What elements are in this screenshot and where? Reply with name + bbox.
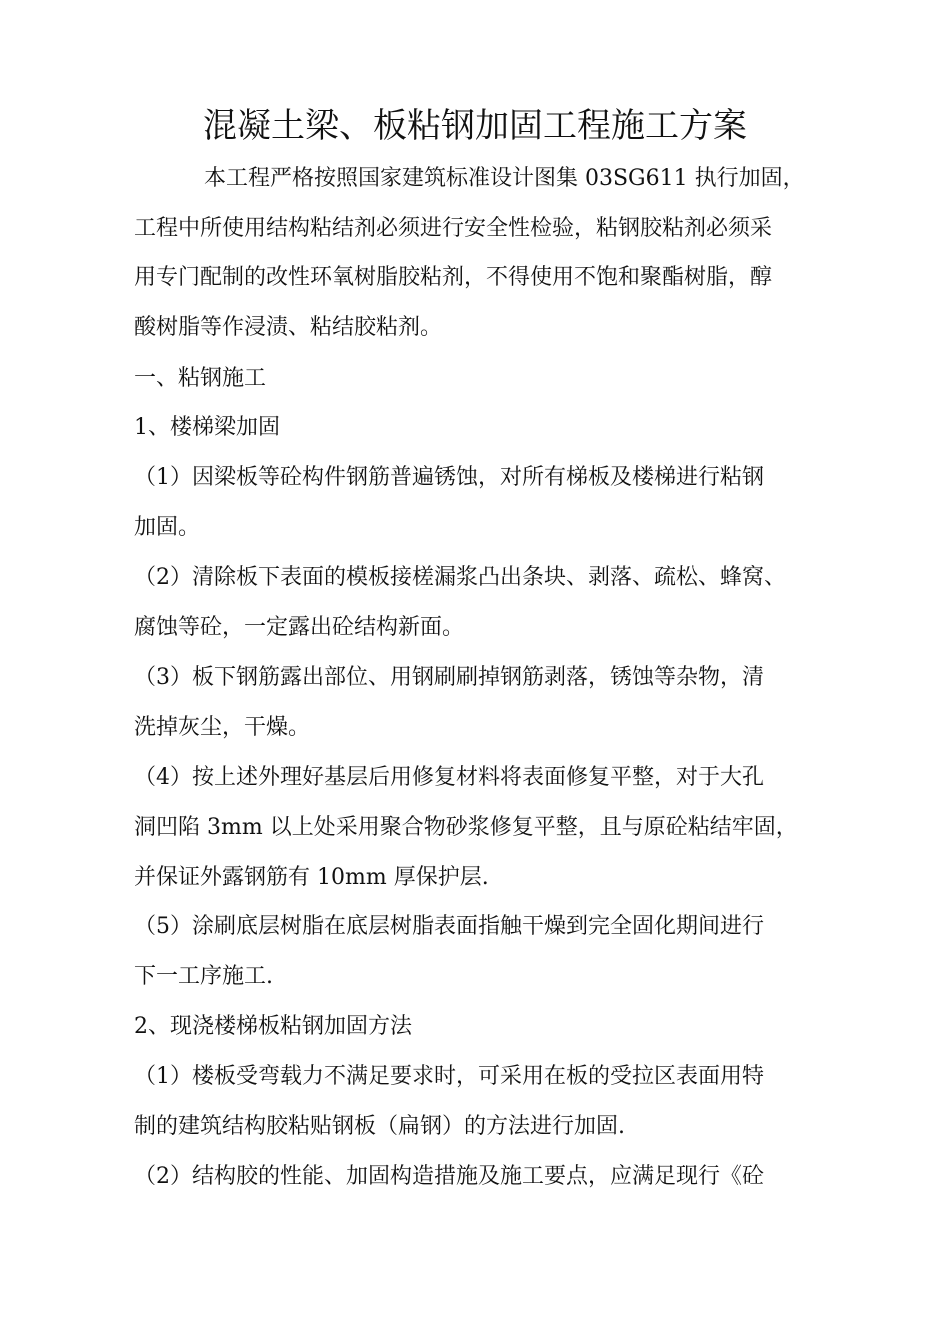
- list-item-line: 并保证外露钢筋有 10mm 厚保护层.: [134, 865, 489, 890]
- paragraph-line: 工程中所使用结构粘结剂必须进行安全性检验，粘钢胶粘剂必须采: [134, 216, 773, 241]
- list-item-line: （4）按上述外理好基层后用修复材料将表面修复平整，对于大孔: [134, 765, 764, 790]
- section-heading: 一、粘钢施工: [134, 366, 267, 391]
- subsection-heading: 2、现浇楼梯板粘钢加固方法: [134, 1014, 412, 1039]
- list-item-line: 下一工序施工.: [134, 964, 273, 989]
- list-item-line: 腐蚀等砼，一定露出砼结构新面。: [134, 615, 465, 640]
- list-item-line: 加固。: [134, 515, 201, 540]
- list-item-line: 洞凹陷 3mm 以上处采用聚合物砂浆修复平整，且与原砼粘结牢固，: [134, 815, 798, 840]
- list-item-line: （1）楼板受弯载力不满足要求时，可采用在板的受拉区表面用特: [134, 1064, 764, 1089]
- list-item-line: （2）清除板下表面的模板接槎漏浆凸出条块、剥落、疏松、蜂窝、: [134, 565, 786, 590]
- list-item-line: （5）涂刷底层树脂在底层树脂表面指触干燥到完全固化期间进行: [134, 914, 764, 939]
- list-item-line: 洗掉灰尘，干燥。: [134, 715, 311, 740]
- list-item-line: 制的建筑结构胶粘贴钢板（扁钢）的方法进行加固.: [134, 1114, 625, 1139]
- document-title: 混凝土梁、板粘钢加固工程施工方案: [203, 106, 747, 146]
- list-item-line: （1）因梁板等砼构件钢筋普遍锈蚀，对所有梯板及楼梯进行粘钢: [134, 465, 764, 490]
- paragraph-line: 本工程严格按照国家建筑标准设计图集 03SG611 执行加固，: [204, 166, 805, 191]
- subsection-heading: 1、楼梯梁加固: [134, 415, 280, 440]
- paragraph-line: 酸树脂等作浸渍、粘结胶粘剂。: [134, 315, 443, 340]
- list-item-line: （3）板下钢筋露出部位、用钢刷刷掉钢筋剥落，锈蚀等杂物，清: [134, 665, 764, 690]
- paragraph-line: 用专门配制的改性环氧树脂胶粘剂，不得使用不饱和聚酯树脂，醇: [134, 265, 773, 290]
- list-item-line: （2）结构胶的性能、加固构造措施及施工要点，应满足现行《砼: [134, 1164, 764, 1189]
